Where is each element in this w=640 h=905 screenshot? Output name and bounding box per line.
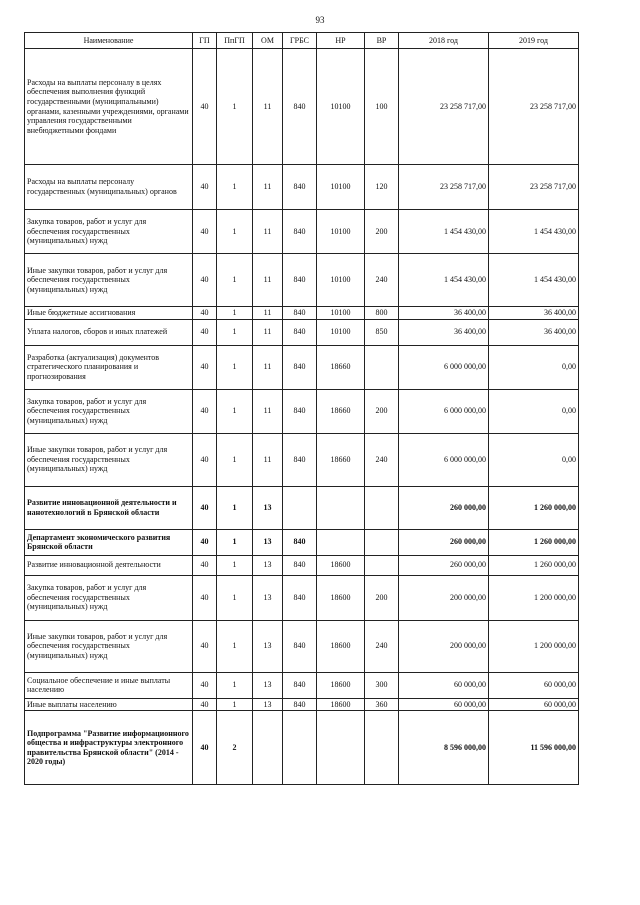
cell-name: Закупка товаров, работ и услуг для обеспечения государственных (муниципальных) нужд: [25, 389, 193, 433]
cell-om: 13: [253, 672, 283, 698]
cell-nr: [317, 486, 365, 529]
cell-om: 13: [253, 555, 283, 575]
cell-2019: 36 400,00: [489, 307, 579, 320]
table-row: [25, 711, 579, 785]
cell-ppgp: 1: [217, 319, 253, 345]
cell-gp: 40: [193, 555, 217, 575]
table-row: [25, 575, 579, 620]
cell-gp: 40: [193, 345, 217, 389]
cell-2018: 6 000 000,00: [399, 433, 489, 486]
table-row: [25, 486, 579, 529]
cell-nr: 18600: [317, 698, 365, 711]
cell-grbs: 840: [283, 620, 317, 672]
cell-name: Закупка товаров, работ и услуг для обеспечения государственных (муниципальных) нужд: [25, 575, 193, 620]
cell-om: 11: [253, 49, 283, 165]
cell-2019: 1 260 000,00: [489, 486, 579, 529]
cell-om: 11: [253, 254, 283, 307]
cell-vr: 300: [365, 672, 399, 698]
cell-ppgp: 1: [217, 49, 253, 165]
cell-nr: 10100: [317, 165, 365, 210]
cell-vr: [365, 555, 399, 575]
cell-ppgp: 1: [217, 433, 253, 486]
cell-2019: 1 200 000,00: [489, 620, 579, 672]
cell-om: 13: [253, 575, 283, 620]
cell-ppgp: 1: [217, 486, 253, 529]
cell-2019: 1 454 430,00: [489, 210, 579, 254]
col-header-nr: НР: [317, 33, 365, 49]
col-header-2018: 2018 год: [399, 33, 489, 49]
cell-2018: 200 000,00: [399, 575, 489, 620]
cell-gp: 40: [193, 307, 217, 320]
cell-2019: 0,00: [489, 345, 579, 389]
cell-om: 11: [253, 433, 283, 486]
cell-gp: 40: [193, 486, 217, 529]
cell-2018: 36 400,00: [399, 307, 489, 320]
cell-nr: 10100: [317, 307, 365, 320]
cell-ppgp: 1: [217, 529, 253, 555]
cell-2019: 1 260 000,00: [489, 529, 579, 555]
cell-nr: 10100: [317, 254, 365, 307]
table-row: [25, 345, 579, 389]
cell-2018: 23 258 717,00: [399, 49, 489, 165]
header-row: [25, 33, 579, 49]
cell-ppgp: 1: [217, 389, 253, 433]
cell-2019: 0,00: [489, 389, 579, 433]
cell-om: 11: [253, 389, 283, 433]
cell-2018: 36 400,00: [399, 319, 489, 345]
cell-om: 13: [253, 620, 283, 672]
cell-name: Иные закупки товаров, работ и услуг для обеспечения государственных (муниципальных) нужд: [25, 620, 193, 672]
col-header-ppgp: ПпГП: [217, 33, 253, 49]
cell-name: Иные бюджетные ассигнования: [25, 307, 193, 320]
cell-2018: 60 000,00: [399, 672, 489, 698]
cell-name: Расходы на выплаты персоналу государственных (муниципальных) органов: [25, 165, 193, 210]
col-header-om: ОМ: [253, 33, 283, 49]
cell-vr: 200: [365, 575, 399, 620]
cell-ppgp: 1: [217, 672, 253, 698]
cell-om: 11: [253, 210, 283, 254]
table-row: [25, 307, 579, 320]
cell-grbs: 840: [283, 307, 317, 320]
cell-2019: 60 000,00: [489, 672, 579, 698]
table-row: [25, 698, 579, 711]
cell-2019: 1 260 000,00: [489, 555, 579, 575]
cell-gp: 40: [193, 575, 217, 620]
cell-2018: 23 258 717,00: [399, 165, 489, 210]
cell-ppgp: 1: [217, 307, 253, 320]
col-header-vr: ВР: [365, 33, 399, 49]
cell-2018: 6 000 000,00: [399, 345, 489, 389]
cell-2018: 60 000,00: [399, 698, 489, 711]
table-row: [25, 165, 579, 210]
cell-vr: 360: [365, 698, 399, 711]
cell-nr: 10100: [317, 49, 365, 165]
cell-grbs: 840: [283, 672, 317, 698]
cell-gp: 40: [193, 698, 217, 711]
cell-grbs: 840: [283, 254, 317, 307]
cell-om: 13: [253, 529, 283, 555]
cell-vr: [365, 486, 399, 529]
cell-om: 11: [253, 307, 283, 320]
cell-nr: 18600: [317, 555, 365, 575]
cell-om: [253, 711, 283, 785]
table-row: [25, 620, 579, 672]
cell-om: 13: [253, 486, 283, 529]
cell-2018: 260 000,00: [399, 529, 489, 555]
cell-ppgp: 1: [217, 345, 253, 389]
cell-name: Уплата налогов, сборов и иных платежей: [25, 319, 193, 345]
cell-grbs: 840: [283, 210, 317, 254]
cell-grbs: 840: [283, 165, 317, 210]
cell-nr: 10100: [317, 210, 365, 254]
cell-vr: [365, 529, 399, 555]
cell-nr: [317, 711, 365, 785]
cell-grbs: 840: [283, 319, 317, 345]
table-row: [25, 389, 579, 433]
table-body: [25, 49, 579, 785]
cell-name: Иные закупки товаров, работ и услуг для обеспечения государственных (муниципальных) нужд: [25, 254, 193, 307]
cell-om: 11: [253, 165, 283, 210]
cell-name: Развитие инновационной деятельности и нанотехнологий в Брянской области: [25, 486, 193, 529]
cell-vr: 120: [365, 165, 399, 210]
cell-name: Закупка товаров, работ и услуг для обеспечения государственных (муниципальных) нужд: [25, 210, 193, 254]
cell-2018: 260 000,00: [399, 555, 489, 575]
cell-name: Подпрограмма "Развитие информационного общества и инфраструктуры электронного правительства Брянской области" (2014 - 2020 годы): [25, 711, 193, 785]
cell-grbs: 840: [283, 575, 317, 620]
cell-2019: 11 596 000,00: [489, 711, 579, 785]
cell-om: 13: [253, 698, 283, 711]
cell-nr: [317, 529, 365, 555]
cell-vr: 200: [365, 210, 399, 254]
cell-name: Социальное обеспечение и иные выплаты населению: [25, 672, 193, 698]
cell-vr: 100: [365, 49, 399, 165]
cell-2018: 8 596 000,00: [399, 711, 489, 785]
cell-2018: 200 000,00: [399, 620, 489, 672]
cell-2019: 23 258 717,00: [489, 49, 579, 165]
cell-nr: 10100: [317, 319, 365, 345]
cell-nr: 18600: [317, 620, 365, 672]
table-row: [25, 433, 579, 486]
cell-gp: 40: [193, 254, 217, 307]
cell-grbs: 840: [283, 698, 317, 711]
cell-om: 11: [253, 345, 283, 389]
cell-vr: 200: [365, 389, 399, 433]
table-row: [25, 555, 579, 575]
cell-gp: 40: [193, 433, 217, 486]
cell-2019: 36 400,00: [489, 319, 579, 345]
cell-vr: 800: [365, 307, 399, 320]
cell-grbs: 840: [283, 555, 317, 575]
cell-nr: 18660: [317, 345, 365, 389]
cell-vr: [365, 711, 399, 785]
cell-ppgp: 1: [217, 555, 253, 575]
cell-vr: 240: [365, 254, 399, 307]
col-header-grbs: ГРБС: [283, 33, 317, 49]
cell-gp: 40: [193, 620, 217, 672]
cell-nr: 18660: [317, 389, 365, 433]
cell-2018: 1 454 430,00: [399, 210, 489, 254]
cell-nr: 18600: [317, 672, 365, 698]
cell-name: Департамент экономического развития Брянской области: [25, 529, 193, 555]
cell-name: Развитие инновационной деятельности: [25, 555, 193, 575]
cell-ppgp: 1: [217, 698, 253, 711]
table-row: [25, 254, 579, 307]
cell-ppgp: 1: [217, 620, 253, 672]
cell-grbs: 840: [283, 345, 317, 389]
cell-gp: 40: [193, 165, 217, 210]
cell-grbs: 840: [283, 433, 317, 486]
cell-gp: 40: [193, 210, 217, 254]
cell-2019: 60 000,00: [489, 698, 579, 711]
table-row: [25, 529, 579, 555]
cell-ppgp: 1: [217, 210, 253, 254]
cell-ppgp: 1: [217, 165, 253, 210]
cell-2018: 260 000,00: [399, 486, 489, 529]
cell-om: 11: [253, 319, 283, 345]
table-row: [25, 49, 579, 165]
cell-vr: [365, 345, 399, 389]
cell-ppgp: 1: [217, 254, 253, 307]
table-row: [25, 210, 579, 254]
cell-nr: 18660: [317, 433, 365, 486]
cell-2018: 6 000 000,00: [399, 389, 489, 433]
cell-gp: 40: [193, 389, 217, 433]
cell-gp: 40: [193, 672, 217, 698]
cell-ppgp: 1: [217, 575, 253, 620]
cell-grbs: 840: [283, 389, 317, 433]
cell-2019: 1 200 000,00: [489, 575, 579, 620]
cell-2019: 23 258 717,00: [489, 165, 579, 210]
cell-gp: 40: [193, 529, 217, 555]
budget-table: [24, 32, 579, 785]
cell-name: Разработка (актуализация) документов стратегического планирования и прогнозирования: [25, 345, 193, 389]
cell-ppgp: 2: [217, 711, 253, 785]
table-row: [25, 672, 579, 698]
cell-nr: 18600: [317, 575, 365, 620]
col-header-2019: 2019 год: [489, 33, 579, 49]
cell-grbs: [283, 711, 317, 785]
cell-vr: 240: [365, 433, 399, 486]
cell-2019: 1 454 430,00: [489, 254, 579, 307]
cell-gp: 40: [193, 319, 217, 345]
col-header-name: Наименование: [25, 33, 193, 49]
table-row: [25, 319, 579, 345]
cell-name: Иные закупки товаров, работ и услуг для обеспечения государственных (муниципальных) нужд: [25, 433, 193, 486]
cell-2019: 0,00: [489, 433, 579, 486]
page-number: 93: [315, 15, 325, 25]
cell-name: Расходы на выплаты персоналу в целях обеспечения выполнения функций государственными (муниципальными) органами, казенными учреждениями, органами управления государственными внебюджетными фондами: [25, 49, 193, 165]
cell-gp: 40: [193, 711, 217, 785]
cell-grbs: [283, 486, 317, 529]
cell-grbs: 840: [283, 529, 317, 555]
cell-vr: 850: [365, 319, 399, 345]
cell-grbs: 840: [283, 49, 317, 165]
cell-gp: 40: [193, 49, 217, 165]
cell-name: Иные выплаты населению: [25, 698, 193, 711]
col-header-gp: ГП: [193, 33, 217, 49]
cell-2018: 1 454 430,00: [399, 254, 489, 307]
cell-vr: 240: [365, 620, 399, 672]
